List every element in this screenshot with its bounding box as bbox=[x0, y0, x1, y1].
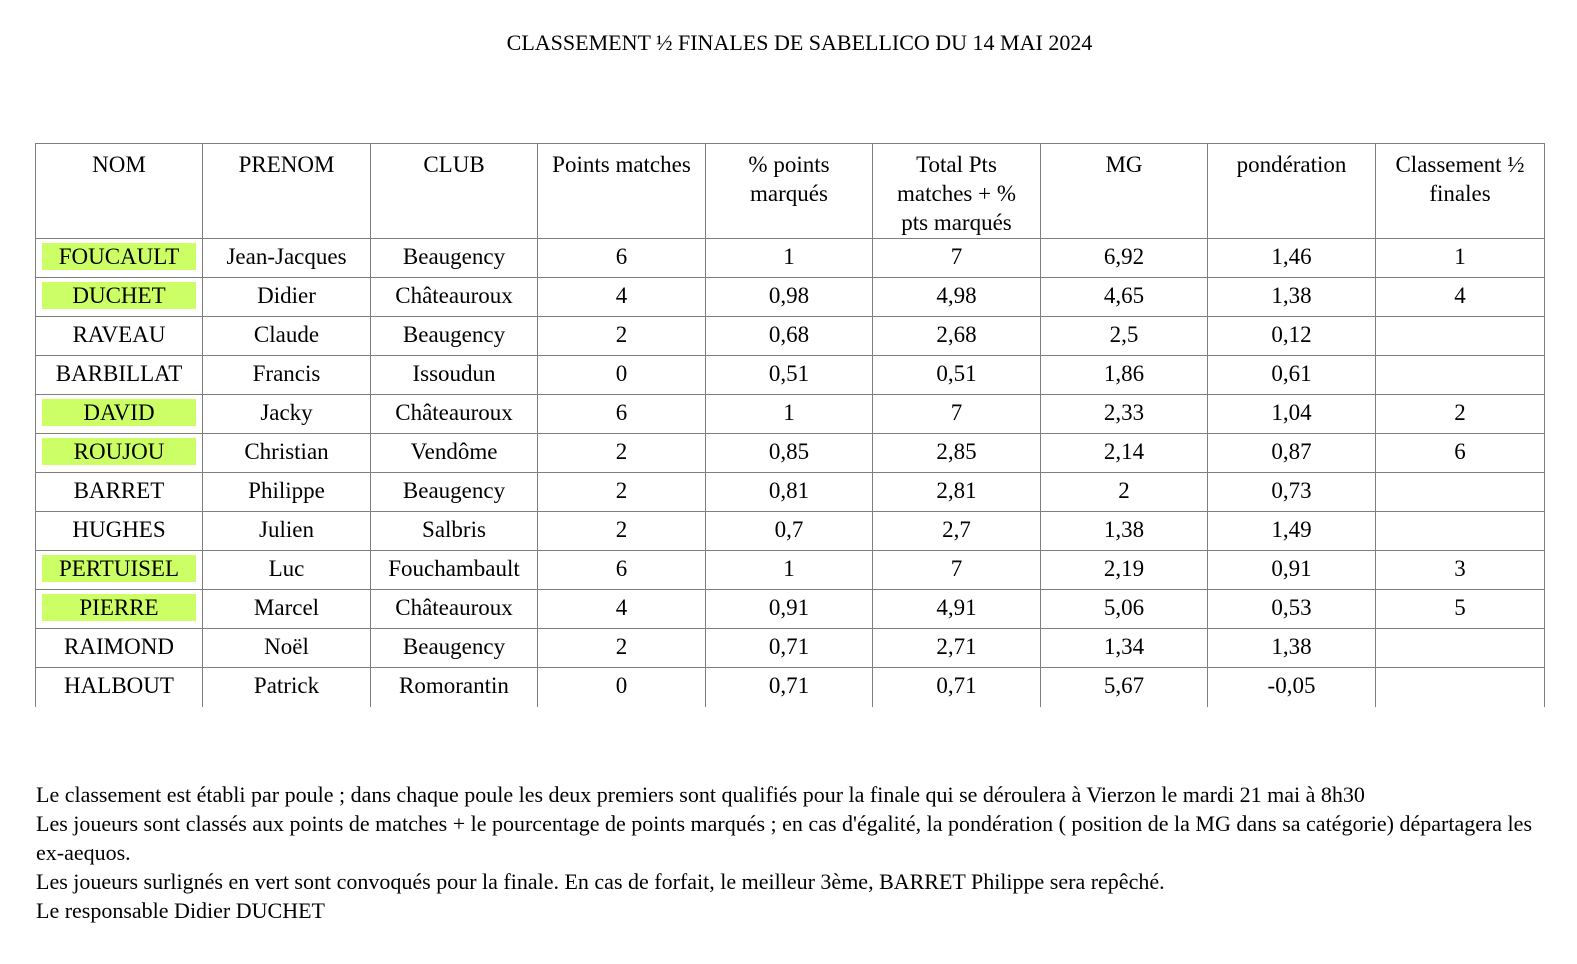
cell-nom bbox=[36, 668, 203, 707]
note-qualification: Le classement est établi par poule ; dans chaque poule les deux premiers sont qualifiés pour la finale qui se déroulera à Vierzon le mardi 21 mai à 8h30 bbox=[36, 782, 1365, 807]
cell-ponderation: 1,49 bbox=[1208, 512, 1376, 551]
cell-ponderation: 1,38 bbox=[1208, 629, 1376, 668]
cell-points: 2 bbox=[538, 629, 706, 668]
cell-nom bbox=[36, 434, 203, 473]
header-pct-points: % points marqués bbox=[706, 144, 873, 239]
cell-points: 6 bbox=[538, 551, 706, 590]
note-ranking-rules: Les joueurs sont classés aux points de matches + le pourcentage de points marqués ; en cas d'égalité, la pondération ( position de la MG dans sa catégorie) départagera les ex-aequos. bbox=[36, 811, 1532, 865]
table-row bbox=[36, 551, 1545, 590]
cell-mg: 2,19 bbox=[1041, 551, 1208, 590]
table-row bbox=[36, 278, 1545, 317]
cell-pct: 0,71 bbox=[706, 629, 873, 668]
cell-nom bbox=[36, 356, 203, 395]
cell-points: 2 bbox=[538, 512, 706, 551]
cell-nom bbox=[36, 239, 203, 278]
table-row bbox=[36, 434, 1545, 473]
cell-mg: 1,86 bbox=[1041, 356, 1208, 395]
cell-total: 4,98 bbox=[873, 278, 1041, 317]
note-signature: Le responsable Didier DUCHET bbox=[36, 898, 325, 923]
cell-mg: 2 bbox=[1041, 473, 1208, 512]
cell-total: 7 bbox=[873, 395, 1041, 434]
cell-nom bbox=[36, 278, 203, 317]
cell-nom bbox=[36, 473, 203, 512]
cell-classement: 5 bbox=[1376, 590, 1545, 629]
cell-total: 2,71 bbox=[873, 629, 1041, 668]
player-name: RAVEAU bbox=[72, 322, 166, 347]
cell-prenom: Julien bbox=[203, 512, 371, 551]
cell-prenom: Didier bbox=[203, 278, 371, 317]
cell-classement: 4 bbox=[1376, 278, 1545, 317]
cell-club: Beaugency bbox=[371, 239, 538, 278]
cell-club: Châteauroux bbox=[371, 278, 538, 317]
cell-club: Beaugency bbox=[371, 629, 538, 668]
cell-club: Salbris bbox=[371, 512, 538, 551]
cell-ponderation: -0,05 bbox=[1208, 668, 1376, 707]
cell-pct: 0,81 bbox=[706, 473, 873, 512]
cell-pct: 0,98 bbox=[706, 278, 873, 317]
cell-prenom: Philippe bbox=[203, 473, 371, 512]
player-name: BARRET bbox=[73, 478, 165, 503]
cell-total: 2,68 bbox=[873, 317, 1041, 356]
cell-total: 2,85 bbox=[873, 434, 1041, 473]
header-club: CLUB bbox=[371, 144, 538, 239]
table-row bbox=[36, 629, 1545, 668]
highlighted-name: PERTUISEL bbox=[42, 555, 196, 582]
header-nom: NOM bbox=[36, 144, 203, 239]
table-header-row bbox=[36, 144, 1545, 239]
cell-points: 4 bbox=[538, 590, 706, 629]
player-name: BARBILLAT bbox=[55, 361, 183, 386]
cell-nom bbox=[36, 551, 203, 590]
cell-prenom: Jean-Jacques bbox=[203, 239, 371, 278]
cell-pct: 0,91 bbox=[706, 590, 873, 629]
cell-classement: 3 bbox=[1376, 551, 1545, 590]
cell-classement: 1 bbox=[1376, 239, 1545, 278]
cell-nom bbox=[36, 395, 203, 434]
cell-pct: 0,68 bbox=[706, 317, 873, 356]
cell-mg: 1,38 bbox=[1041, 512, 1208, 551]
cell-club: Châteauroux bbox=[371, 590, 538, 629]
cell-points: 2 bbox=[538, 434, 706, 473]
cell-ponderation: 0,53 bbox=[1208, 590, 1376, 629]
highlighted-name: DUCHET bbox=[42, 282, 196, 309]
table-row bbox=[36, 473, 1545, 512]
cell-ponderation: 1,38 bbox=[1208, 278, 1376, 317]
cell-prenom: Patrick bbox=[203, 668, 371, 707]
cell-mg: 5,06 bbox=[1041, 590, 1208, 629]
cell-total: 4,91 bbox=[873, 590, 1041, 629]
note-highlighted-players: Les joueurs surlignés en vert sont convoqués pour la finale. En cas de forfait, le meilleur 3ème, BARRET Philippe sera repêché. bbox=[36, 869, 1165, 894]
cell-points: 0 bbox=[538, 356, 706, 395]
cell-pct: 1 bbox=[706, 239, 873, 278]
cell-ponderation: 0,73 bbox=[1208, 473, 1376, 512]
header-mg: MG bbox=[1041, 144, 1208, 239]
cell-nom bbox=[36, 590, 203, 629]
table-row bbox=[36, 239, 1545, 278]
cell-pct: 0,71 bbox=[706, 668, 873, 707]
cell-club: Beaugency bbox=[371, 317, 538, 356]
cell-points: 2 bbox=[538, 473, 706, 512]
cell-nom bbox=[36, 317, 203, 356]
cell-nom bbox=[36, 512, 203, 551]
table-row bbox=[36, 668, 1545, 707]
header-ponderation: pondération bbox=[1208, 144, 1376, 239]
cell-club: Châteauroux bbox=[371, 395, 538, 434]
cell-ponderation: 0,61 bbox=[1208, 356, 1376, 395]
player-name: HUGHES bbox=[72, 517, 166, 542]
cell-club: Romorantin bbox=[371, 668, 538, 707]
cell-classement bbox=[1376, 317, 1545, 356]
player-name: RAIMOND bbox=[64, 634, 174, 659]
table-body bbox=[36, 239, 1545, 707]
cell-pct: 1 bbox=[706, 551, 873, 590]
header-prenom: PRENOM bbox=[203, 144, 371, 239]
player-name: HALBOUT bbox=[64, 673, 174, 698]
cell-ponderation: 1,46 bbox=[1208, 239, 1376, 278]
results-table bbox=[35, 143, 1545, 707]
table-row bbox=[36, 395, 1545, 434]
cell-club: Beaugency bbox=[371, 473, 538, 512]
cell-points: 2 bbox=[538, 317, 706, 356]
highlighted-name: FOUCAULT bbox=[42, 243, 196, 270]
header-classement: Classement ½ finales bbox=[1376, 144, 1545, 239]
cell-pct: 1 bbox=[706, 395, 873, 434]
cell-mg: 2,5 bbox=[1041, 317, 1208, 356]
cell-prenom: Jacky bbox=[203, 395, 371, 434]
cell-prenom: Christian bbox=[203, 434, 371, 473]
cell-total: 7 bbox=[873, 551, 1041, 590]
cell-classement bbox=[1376, 473, 1545, 512]
cell-prenom: Luc bbox=[203, 551, 371, 590]
table-row bbox=[36, 356, 1545, 395]
cell-pct: 0,7 bbox=[706, 512, 873, 551]
cell-ponderation: 0,12 bbox=[1208, 317, 1376, 356]
header-points-matches: Points matches bbox=[538, 144, 706, 239]
cell-total: 0,51 bbox=[873, 356, 1041, 395]
header-total-pts: Total Pts matches + % pts marqués bbox=[873, 144, 1041, 239]
table-row bbox=[36, 590, 1545, 629]
cell-classement: 2 bbox=[1376, 395, 1545, 434]
cell-total: 2,7 bbox=[873, 512, 1041, 551]
notes bbox=[36, 780, 1556, 925]
cell-total: 7 bbox=[873, 239, 1041, 278]
cell-mg: 5,67 bbox=[1041, 668, 1208, 707]
cell-prenom: Francis bbox=[203, 356, 371, 395]
cell-classement bbox=[1376, 629, 1545, 668]
cell-ponderation: 0,87 bbox=[1208, 434, 1376, 473]
cell-classement bbox=[1376, 512, 1545, 551]
page-title: CLASSEMENT ½ FINALES DE SABELLICO DU 14 MAI 2024 bbox=[506, 30, 1093, 55]
cell-nom bbox=[36, 629, 203, 668]
highlighted-name: DAVID bbox=[42, 399, 196, 426]
table-row bbox=[36, 512, 1545, 551]
cell-mg: 6,92 bbox=[1041, 239, 1208, 278]
cell-prenom: Noël bbox=[203, 629, 371, 668]
cell-prenom: Marcel bbox=[203, 590, 371, 629]
cell-club: Fouchambault bbox=[371, 551, 538, 590]
cell-points: 4 bbox=[538, 278, 706, 317]
cell-ponderation: 1,04 bbox=[1208, 395, 1376, 434]
cell-points: 6 bbox=[538, 239, 706, 278]
cell-mg: 2,33 bbox=[1041, 395, 1208, 434]
cell-classement bbox=[1376, 668, 1545, 707]
cell-pct: 0,51 bbox=[706, 356, 873, 395]
highlighted-name: ROUJOU bbox=[42, 438, 196, 465]
highlighted-name: PIERRE bbox=[42, 594, 196, 621]
cell-points: 0 bbox=[538, 668, 706, 707]
cell-total: 2,81 bbox=[873, 473, 1041, 512]
cell-club: Issoudun bbox=[371, 356, 538, 395]
cell-mg: 1,34 bbox=[1041, 629, 1208, 668]
cell-mg: 4,65 bbox=[1041, 278, 1208, 317]
table-row bbox=[36, 317, 1545, 356]
cell-pct: 0,85 bbox=[706, 434, 873, 473]
cell-classement: 6 bbox=[1376, 434, 1545, 473]
cell-classement bbox=[1376, 356, 1545, 395]
cell-ponderation: 0,91 bbox=[1208, 551, 1376, 590]
cell-club: Vendôme bbox=[371, 434, 538, 473]
cell-mg: 2,14 bbox=[1041, 434, 1208, 473]
cell-prenom: Claude bbox=[203, 317, 371, 356]
cell-points: 6 bbox=[538, 395, 706, 434]
cell-total: 0,71 bbox=[873, 668, 1041, 707]
